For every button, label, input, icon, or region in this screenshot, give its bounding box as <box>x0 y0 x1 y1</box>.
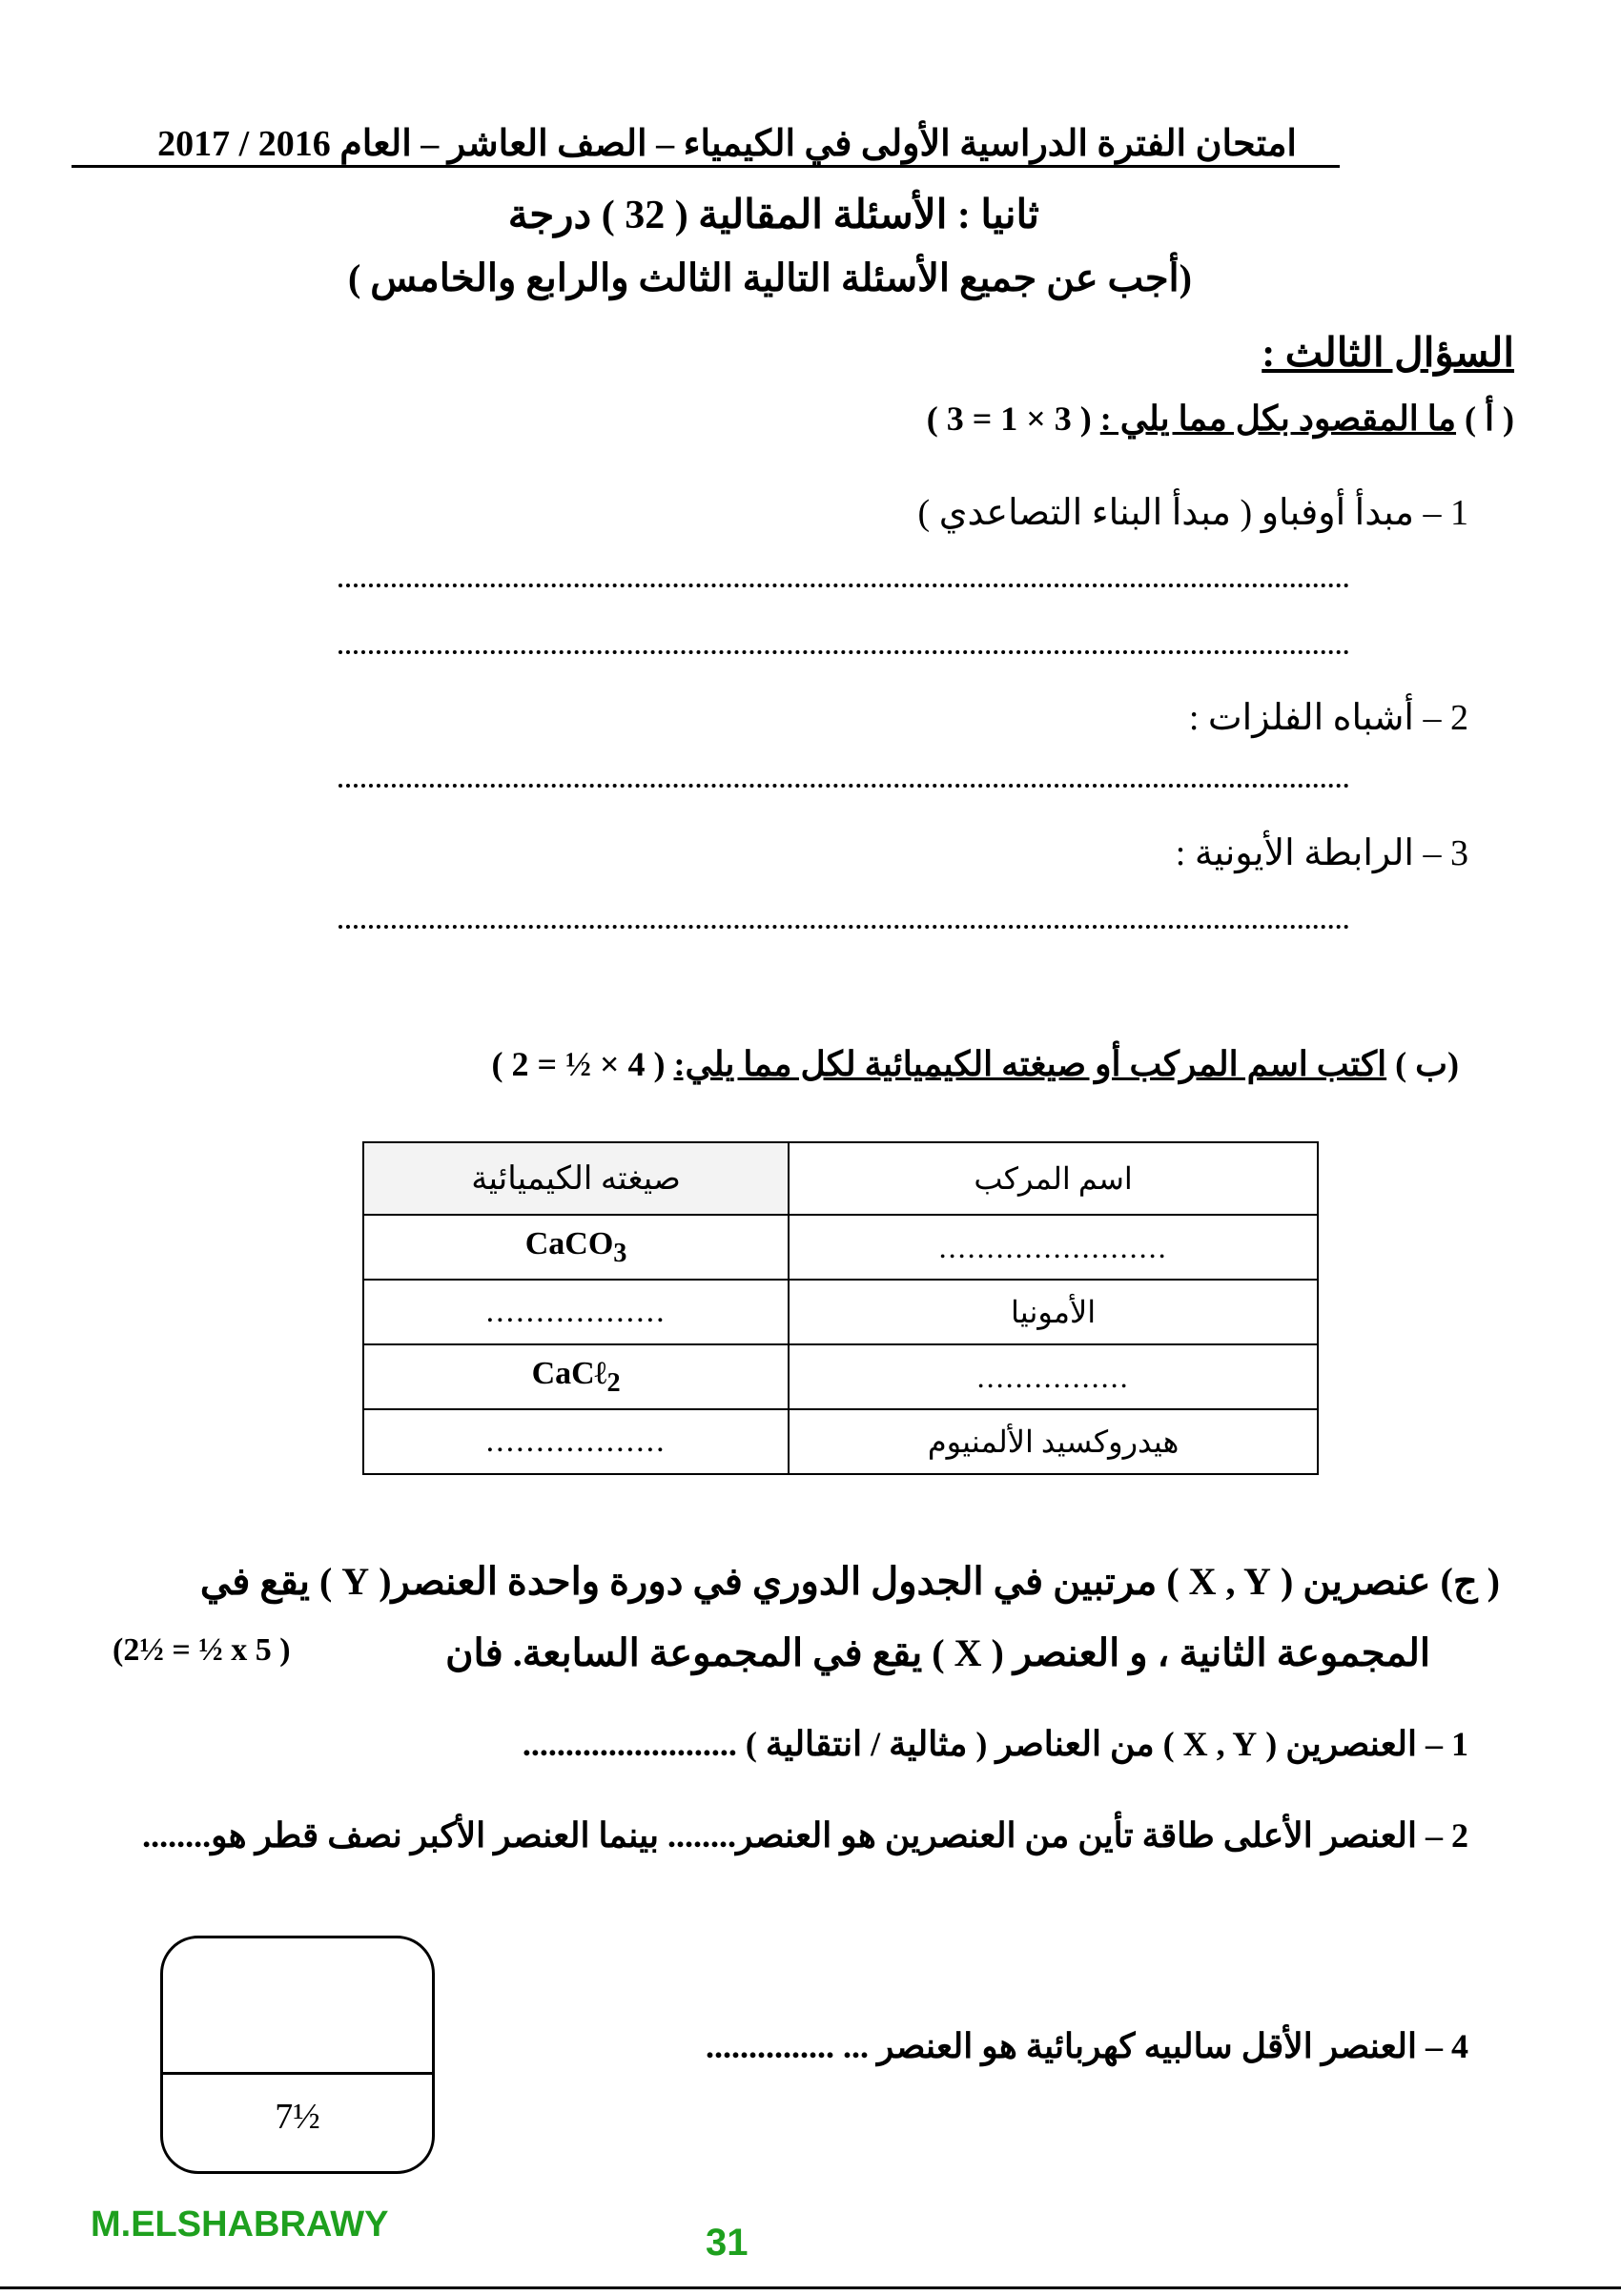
compounds-table <box>362 1141 1319 1475</box>
name-value: ........................ <box>938 1229 1168 1264</box>
table-row <box>363 1409 1318 1474</box>
formula-base: .................. <box>485 1424 667 1459</box>
name-cell[interactable] <box>789 1215 1318 1280</box>
formula-cell[interactable] <box>363 1409 789 1474</box>
author-name: M.ELSHABRAWY <box>91 2204 389 2245</box>
name-cell[interactable] <box>789 1344 1318 1409</box>
formula-base: CaCO <box>524 1225 614 1261</box>
header-name: اسم المركب <box>789 1142 1318 1215</box>
question-3-title: السؤال الثالث : <box>1262 332 1514 376</box>
answer-line-1a[interactable] <box>339 584 1349 587</box>
part-a-label: ( أ ) <box>1465 400 1514 438</box>
part-b-heading <box>491 1044 1459 1084</box>
part-a-item-2: 2 – أشباه الفلزات : <box>1188 698 1468 738</box>
name-value: هيدروكسيد الألمنيوم <box>927 1425 1180 1459</box>
name-value: ................ <box>976 1359 1130 1394</box>
part-a-prompt: ما المقصود بكل مما يلي : <box>1099 400 1457 438</box>
page-number: 31 <box>706 2222 749 2264</box>
table-row <box>363 1344 1318 1409</box>
part-c-line-2: المجموعة الثانية ، و العنصر ( X ) يقع في المجموعة السابعة. فان <box>445 1631 1430 1674</box>
footer-rule <box>0 2286 1621 2289</box>
score-box <box>160 1936 435 2174</box>
header-formula: صيغته الكيميائية <box>363 1142 789 1215</box>
part-c-item-2: 2 – العنصر الأعلى طاقة تأين من العنصرين هو العنصر........ بينما العنصر الأكبر نصف قطر هو........ <box>142 1816 1468 1855</box>
exam-header-title: امتحان الفترة الدراسية الأولى في الكيمياء – الصف العاشر – العام 2016 / 2017 <box>157 124 1297 164</box>
part-c-item-4: 4 – العنصر الأقل سالبيه كهربائية هو العنصر ... ............... <box>705 2027 1468 2065</box>
part-c-marks: (2½ = ½ x 5 ) <box>113 1632 291 1668</box>
part-b-label: (ب ) <box>1395 1045 1459 1083</box>
part-b-prompt: اكتب اسم المركب أو صيغته الكيميائية لكل مما يلي: <box>673 1045 1387 1083</box>
formula-cell[interactable] <box>363 1280 789 1344</box>
answer-line-3[interactable] <box>339 925 1349 929</box>
name-cell[interactable] <box>789 1409 1318 1474</box>
formula-cell[interactable] <box>363 1215 789 1280</box>
formula-cell[interactable] <box>363 1344 789 1409</box>
section-title: ثانيا : الأسئلة المقالية ( 32 ) درجة <box>507 194 1039 237</box>
formula-base: .................. <box>485 1294 667 1329</box>
formula-subscript: 3 <box>613 1238 627 1268</box>
part-c-item-1: 1 – العنصرين ( X , Y ) من العناصر ( مثالية / انتقالية ) ......................... <box>522 1725 1468 1763</box>
answer-line-2[interactable] <box>339 784 1349 788</box>
header-rule <box>72 165 1340 168</box>
score-value: 7½ <box>275 2097 320 2137</box>
name-value: الأمونيا <box>1011 1295 1097 1329</box>
formula-subscript: 2 <box>606 1367 621 1398</box>
part-b-marks: ( 4 × ½ = 2 ) <box>491 1045 666 1083</box>
answer-line-1b[interactable] <box>339 650 1349 654</box>
part-a-item-1: 1 – مبدأ أوفباو ( مبدأ البناء التصاعدي ) <box>917 493 1468 533</box>
table-row <box>363 1280 1318 1344</box>
part-c-line-1: ( ج) عنصرين ( X , Y ) مرتبين في الجدول الدوري في دورة واحدة العنصر( Y ) يقع في <box>199 1560 1500 1603</box>
table-row <box>363 1215 1318 1280</box>
formula-base: CaCℓ <box>531 1355 607 1391</box>
name-cell[interactable] <box>789 1280 1318 1344</box>
part-a-marks: ( 3 × 1 = 3 ) <box>926 400 1092 438</box>
part-a-item-3: 3 – الرابطة الأيونية : <box>1175 833 1468 873</box>
score-divider <box>163 2072 432 2075</box>
part-a-heading <box>927 399 1514 439</box>
table-header-row <box>363 1142 1318 1215</box>
section-instruction: (أجب عن جميع الأسئلة التالية الثالث والرابع والخامس ) <box>347 256 1192 299</box>
